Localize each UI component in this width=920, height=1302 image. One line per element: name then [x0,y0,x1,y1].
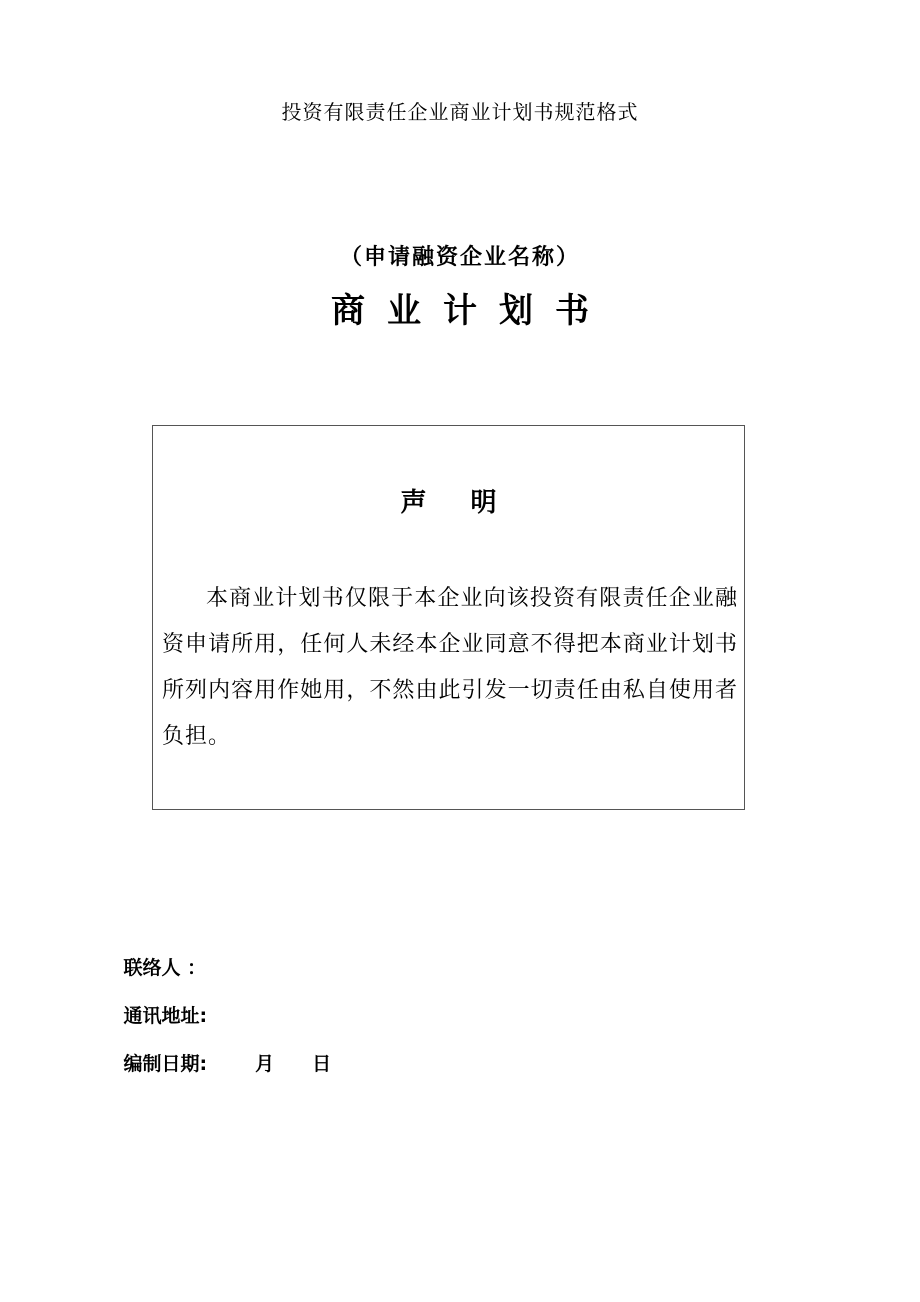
declaration-title: 声明 [400,488,541,518]
day-label: 日 [312,1053,332,1075]
page-header: 投资有限责任企业商业计划书规范格式 [281,100,639,124]
month-label: 月 [255,1053,275,1075]
company-name-placeholder: （申请融资企业名称） [339,245,580,270]
contact-person-row [97,917,331,979]
document-title: 商业计划书 [331,291,611,331]
declaration-body: 本商业计划书仅限于本企业向该投资有限责任企业融资申请所用，任何人未经本企业同意不得把本商业计划书所列内容用作她用，不然由此引发一切责任由私自使用者负担。 [162,586,738,749]
contact-person-label: 联络人 ： [123,957,207,979]
contact-block [97,917,332,1075]
date-label: 编制日期: [123,1053,208,1075]
address-label: 通讯地址: [123,1005,208,1027]
declaration-box [152,425,745,810]
